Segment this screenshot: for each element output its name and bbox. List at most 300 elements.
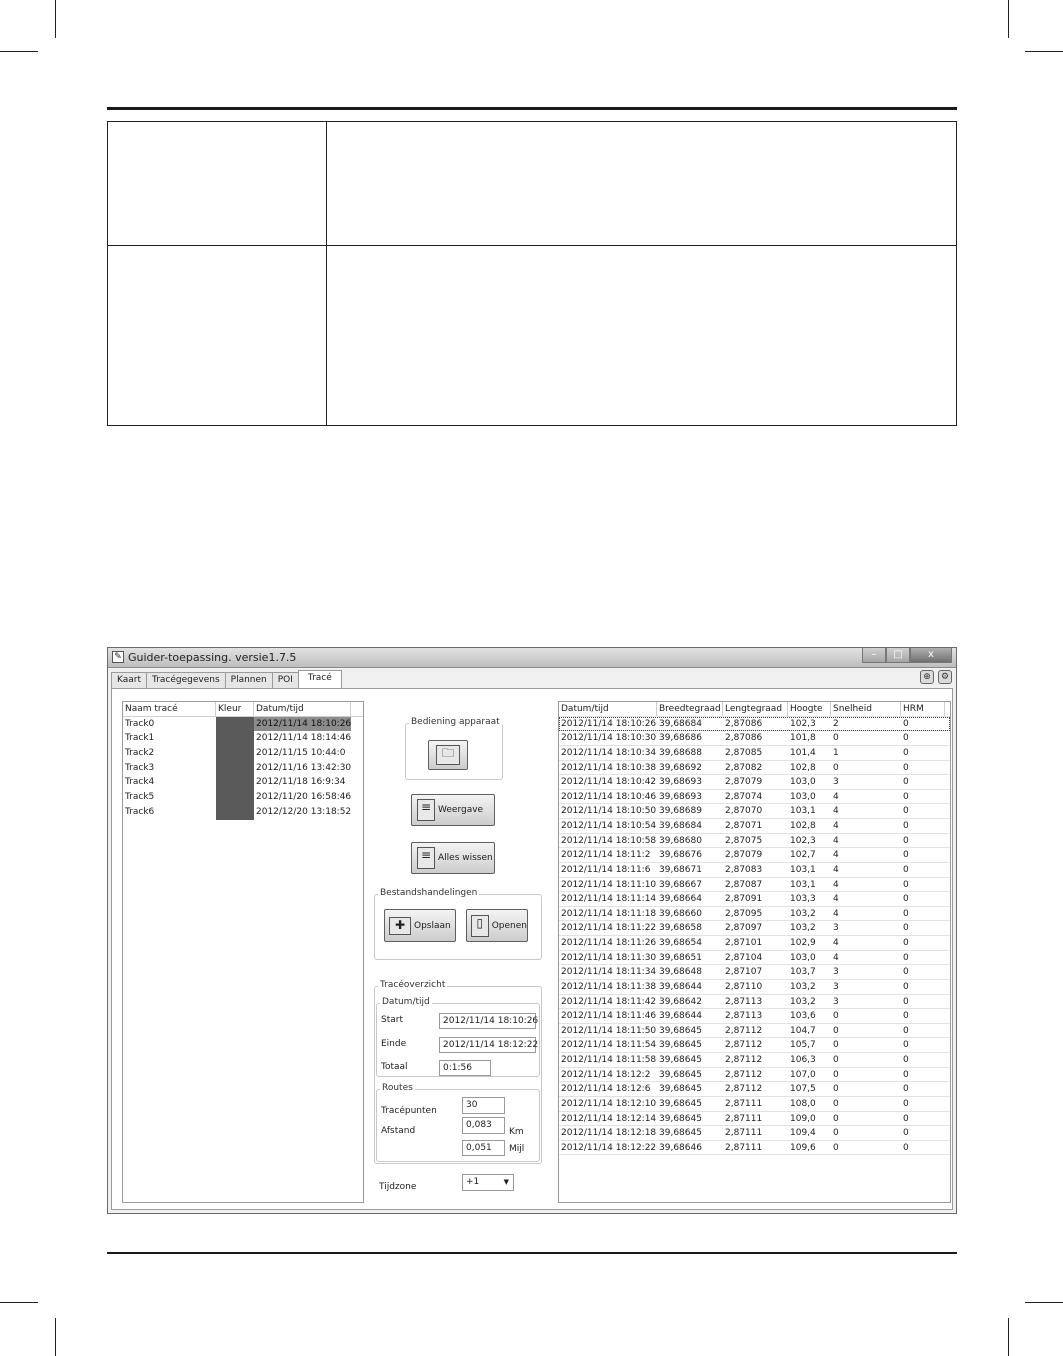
cell-speed: 4 <box>833 850 839 861</box>
track-list <box>122 701 364 1203</box>
clear-all-button-label: Alles wissen <box>438 853 493 863</box>
tab-trace[interactable]: Tracé <box>298 670 342 688</box>
cell-datetime: 2012/11/14 18:11:22 <box>561 923 657 934</box>
cell-latitude: 39,68667 <box>659 879 702 890</box>
display-button-label: Weergave <box>438 805 484 815</box>
table-row[interactable] <box>559 790 950 805</box>
cell-speed: 4 <box>833 791 839 802</box>
cell-datetime: 2012/11/14 18:10:42 <box>561 777 657 788</box>
cell-speed: 4 <box>833 938 839 948</box>
cell-altitude: 103,3 <box>790 894 816 905</box>
crop-mark <box>1008 0 1009 38</box>
cell-latitude: 39,68686 <box>659 733 702 744</box>
cell-hrm: 0 <box>903 938 909 948</box>
mi-unit: Mijl <box>509 1144 525 1154</box>
table-row[interactable] <box>559 1082 950 1097</box>
cell-longitude: 2,87085 <box>725 747 763 758</box>
cell-altitude: 103,2 <box>790 908 816 919</box>
cell-hrm: 0 <box>903 1098 909 1109</box>
cell-longitude: 2,87101 <box>725 938 763 948</box>
cell-hrm: 0 <box>903 850 909 861</box>
start-label: Start <box>381 1015 403 1025</box>
globe-icon[interactable]: ⊕ <box>920 670 934 684</box>
cell-longitude: 2,87112 <box>725 1069 763 1080</box>
cell-longitude: 2,87086 <box>725 718 763 729</box>
cell-hrm: 0 <box>903 1040 909 1051</box>
cell-datetime: 2012/11/14 18:10:50 <box>561 806 657 817</box>
cell-altitude: 105,7 <box>790 1040 816 1051</box>
table-row[interactable] <box>559 804 950 819</box>
cell-datetime: 2012/11/14 18:10:54 <box>561 821 657 831</box>
cell-altitude: 109,0 <box>790 1113 816 1124</box>
cell-latitude: 39,68645 <box>659 1084 702 1095</box>
table-row[interactable] <box>559 1068 950 1083</box>
device-control-label: Bediening apparaat <box>411 717 500 727</box>
cell-longitude: 2,87112 <box>725 1084 763 1095</box>
cell-longitude: 2,87079 <box>725 850 763 861</box>
cell-longitude: 2,87112 <box>725 1055 763 1065</box>
table-row[interactable] <box>559 1097 950 1112</box>
cell-hrm: 0 <box>903 894 909 905</box>
cell-longitude: 2,87113 <box>725 1011 763 1022</box>
cell-datetime: 2012/11/14 18:10:34 <box>561 747 657 758</box>
open-button[interactable] <box>466 909 528 942</box>
table-row[interactable] <box>559 878 950 893</box>
cell-longitude: 2,87104 <box>725 952 763 963</box>
settings-icon[interactable]: ⚙ <box>938 670 952 684</box>
window-title: Guider-toepassing. versie1.7.5 <box>128 651 297 664</box>
cell-hrm: 0 <box>903 835 909 846</box>
end-label: Einde <box>381 1039 407 1049</box>
cell-speed: 0 <box>833 1040 839 1051</box>
cell-altitude: 109,6 <box>790 1142 816 1153</box>
track-name: Track1 <box>125 733 155 744</box>
header-rule <box>107 107 957 110</box>
cell-longitude: 2,87097 <box>725 923 763 934</box>
table-row[interactable] <box>123 746 363 761</box>
cell-longitude: 2,87070 <box>725 806 763 817</box>
cell-hrm: 0 <box>903 762 909 773</box>
cell-hrm: 0 <box>903 777 909 788</box>
cell-latitude: 39,68692 <box>659 762 702 773</box>
track-datetime: 2012/11/15 10:44:0 <box>256 748 346 759</box>
cell-datetime: 2012/11/14 18:12:22 <box>561 1142 657 1153</box>
table-row[interactable] <box>559 1053 950 1068</box>
cell-altitude: 107,5 <box>790 1084 816 1095</box>
cell-longitude: 2,87111 <box>725 1128 763 1139</box>
cell-longitude: 2,87110 <box>725 981 763 992</box>
cell-datetime: 2012/11/14 18:11:38 <box>561 981 657 992</box>
track-datetime: 2012/11/20 16:58:46 <box>256 792 351 803</box>
tab-kaart[interactable]: Kaart <box>111 672 147 688</box>
cell-hrm: 0 <box>903 967 909 978</box>
cell-datetime: 2012/11/14 18:11:42 <box>561 996 657 1007</box>
footer-rule <box>107 1252 957 1254</box>
cell-latitude: 39,68693 <box>659 791 702 802</box>
cell-datetime: 2012/11/14 18:12:10 <box>561 1098 657 1109</box>
cell-altitude: 101,4 <box>790 747 816 758</box>
table-row[interactable] <box>123 717 363 732</box>
cell-speed: 0 <box>833 1055 839 1065</box>
datetime-label: Datum/tijd <box>382 997 430 1007</box>
track-color-swatch <box>216 717 254 732</box>
overview-label: Tracéoverzicht <box>380 980 446 990</box>
cell-datetime: 2012/11/14 18:10:58 <box>561 835 657 846</box>
cell-hrm: 0 <box>903 1142 909 1153</box>
doc-table <box>107 121 957 426</box>
track-datetime: 2012/11/18 16:9:34 <box>256 777 346 788</box>
column-header-altitude[interactable]: Hoogte <box>788 702 831 716</box>
cell-latitude: 39,68646 <box>659 1142 702 1153</box>
cell-longitude: 2,87113 <box>725 996 763 1007</box>
table-row[interactable] <box>559 907 950 922</box>
cell-datetime: 2012/11/14 18:11:50 <box>561 1025 657 1036</box>
cell-altitude: 102,8 <box>790 821 816 831</box>
column-header-longitude[interactable]: Lengtegraad <box>723 702 788 716</box>
cell-datetime: 2012/11/14 18:11:18 <box>561 908 657 919</box>
cell-latitude: 39,68688 <box>659 747 702 758</box>
cell-latitude: 39,68658 <box>659 923 702 934</box>
clear-all-button[interactable] <box>411 842 495 874</box>
column-header-speed[interactable]: Snelheid <box>831 702 901 716</box>
cell-datetime: 2012/11/14 18:11:46 <box>561 1011 657 1022</box>
cell-speed: 4 <box>833 879 839 890</box>
cell-longitude: 2,87095 <box>725 908 763 919</box>
cell-latitude: 39,68684 <box>659 821 702 831</box>
cell-longitude: 2,87083 <box>725 864 763 875</box>
cell-altitude: 103,1 <box>790 864 816 875</box>
total-label: Totaal <box>381 1062 408 1072</box>
column-header-datetime[interactable]: Datum/tijd <box>559 702 657 716</box>
cell-longitude: 2,87112 <box>725 1040 763 1051</box>
cell-speed: 4 <box>833 908 839 919</box>
cell-altitude: 101,8 <box>790 733 816 744</box>
table-row[interactable] <box>559 921 950 936</box>
cell-speed: 0 <box>833 1084 839 1095</box>
cell-altitude: 102,9 <box>790 938 816 948</box>
table-row[interactable] <box>559 819 950 834</box>
cell-altitude: 102,7 <box>790 850 816 861</box>
table-row[interactable] <box>559 1024 950 1039</box>
cell-latitude: 39,68644 <box>659 1011 702 1022</box>
minimize-button[interactable]: – <box>862 648 886 663</box>
cell-speed: 2 <box>833 718 839 729</box>
crop-mark <box>55 0 56 38</box>
cell-datetime: 2012/11/14 18:11:2 <box>561 850 651 861</box>
device-folder-button[interactable] <box>428 740 468 770</box>
total-field[interactable]: 0:1:56 <box>439 1060 491 1076</box>
app-window <box>107 647 957 1214</box>
cell-longitude: 2,87111 <box>725 1142 763 1153</box>
doc-table-divider <box>326 122 327 425</box>
table-row[interactable] <box>123 790 363 805</box>
cell-speed: 0 <box>833 1113 839 1124</box>
cell-altitude: 103,7 <box>790 967 816 978</box>
cell-hrm: 0 <box>903 821 909 831</box>
table-row[interactable] <box>559 1141 950 1156</box>
cell-latitude: 39,68645 <box>659 1055 702 1065</box>
cell-speed: 4 <box>833 952 839 963</box>
track-name: Track3 <box>125 762 155 773</box>
track-color-swatch <box>216 761 254 776</box>
cell-hrm: 0 <box>903 1128 909 1139</box>
cell-longitude: 2,87091 <box>725 894 763 905</box>
table-row[interactable] <box>559 892 950 907</box>
tab-plannen[interactable]: Plannen <box>225 672 273 688</box>
tab-bar <box>111 671 341 688</box>
cell-hrm: 0 <box>903 1069 909 1080</box>
cell-hrm: 0 <box>903 733 909 744</box>
cell-latitude: 39,68693 <box>659 777 702 788</box>
cell-altitude: 103,2 <box>790 981 816 992</box>
cell-latitude: 39,68654 <box>659 938 702 948</box>
cell-datetime: 2012/11/14 18:11:26 <box>561 938 657 948</box>
start-field[interactable]: 2012/11/14 18:10:26 <box>439 1013 536 1029</box>
column-header-name[interactable]: Naam tracé <box>123 702 216 716</box>
table-row[interactable] <box>559 936 950 951</box>
cell-datetime: 2012/11/14 18:10:30 <box>561 733 657 744</box>
cell-hrm: 0 <box>903 806 909 817</box>
track-list-header <box>123 702 363 717</box>
cell-datetime: 2012/11/14 18:11:6 <box>561 864 651 875</box>
table-row[interactable] <box>559 731 950 746</box>
cell-speed: 4 <box>833 821 839 831</box>
cell-speed: 3 <box>833 777 839 788</box>
cell-altitude: 106,3 <box>790 1055 816 1065</box>
tab-content <box>111 688 953 1210</box>
cell-speed: 0 <box>833 1098 839 1109</box>
cell-altitude: 102,3 <box>790 835 816 846</box>
cell-latitude: 39,68644 <box>659 981 702 992</box>
table-row[interactable] <box>559 717 950 732</box>
cell-altitude: 109,4 <box>790 1128 816 1139</box>
cell-hrm: 0 <box>903 1113 909 1124</box>
table-row[interactable] <box>123 731 363 746</box>
cell-datetime: 2012/11/14 18:12:6 <box>561 1084 651 1095</box>
cell-longitude: 2,87111 <box>725 1113 763 1124</box>
document-icon: ≡ <box>417 799 435 821</box>
table-row[interactable] <box>123 761 363 776</box>
cell-hrm: 0 <box>903 981 909 992</box>
cell-longitude: 2,87075 <box>725 835 763 846</box>
cell-hrm: 0 <box>903 791 909 802</box>
tab-poi[interactable]: POI <box>272 672 299 688</box>
cell-altitude: 103,6 <box>790 1011 816 1022</box>
track-color-swatch <box>216 731 254 746</box>
cell-hrm: 0 <box>903 864 909 875</box>
track-name: Track6 <box>125 806 155 817</box>
display-button[interactable] <box>411 794 495 826</box>
table-row[interactable] <box>123 775 363 790</box>
file-ops-label: Bestandshandelingen <box>380 888 478 898</box>
title-bar[interactable] <box>108 648 956 668</box>
crop-mark <box>1025 51 1063 52</box>
cell-speed: 0 <box>833 1142 839 1153</box>
cell-hrm: 0 <box>903 1025 909 1036</box>
table-row[interactable] <box>123 805 363 820</box>
track-color-swatch <box>216 805 254 820</box>
cell-speed: 1 <box>833 747 839 758</box>
cell-latitude: 39,68676 <box>659 850 702 861</box>
cell-speed: 4 <box>833 864 839 875</box>
distance-label: Afstand <box>381 1126 416 1136</box>
track-name: Track0 <box>125 718 155 729</box>
table-row[interactable] <box>559 746 950 761</box>
table-row[interactable] <box>559 1126 950 1141</box>
distance-km-field[interactable]: 0,083 <box>462 1117 505 1134</box>
timezone-select[interactable] <box>462 1174 514 1191</box>
cell-speed: 3 <box>833 967 839 978</box>
save-button-label: Opslaan <box>414 920 451 931</box>
cell-longitude: 2,87074 <box>725 791 763 802</box>
cell-hrm: 0 <box>903 952 909 963</box>
cell-altitude: 103,1 <box>790 806 816 817</box>
column-header-color[interactable]: Kleur <box>216 702 254 716</box>
cell-hrm: 0 <box>903 1084 909 1095</box>
table-row[interactable] <box>559 980 950 995</box>
cell-latitude: 39,68645 <box>659 1069 702 1080</box>
close-button[interactable]: x <box>910 648 952 663</box>
cell-longitude: 2,87082 <box>725 762 763 773</box>
table-row[interactable] <box>559 863 950 878</box>
cell-datetime: 2012/11/14 18:11:30 <box>561 952 657 963</box>
column-header-latitude[interactable]: Breedtegraad <box>657 702 723 716</box>
cell-datetime: 2012/11/14 18:11:14 <box>561 894 657 905</box>
cell-hrm: 0 <box>903 923 909 934</box>
column-header-datetime[interactable]: Datum/tijd <box>254 702 351 716</box>
cell-altitude: 103,0 <box>790 952 816 963</box>
cell-longitude: 2,87107 <box>725 967 763 978</box>
cell-altitude: 103,0 <box>790 791 816 802</box>
cell-altitude: 108,0 <box>790 1098 816 1109</box>
cell-longitude: 2,87086 <box>725 733 763 744</box>
table-row[interactable] <box>559 1038 950 1053</box>
cell-latitude: 39,68651 <box>659 952 702 963</box>
timezone-value: +1 <box>466 1177 480 1187</box>
table-row[interactable] <box>559 848 950 863</box>
cell-hrm: 0 <box>903 1055 909 1065</box>
track-datetime: 2012/11/16 13:42:30 <box>256 762 351 773</box>
cell-hrm: 0 <box>903 879 909 890</box>
cell-longitude: 2,87111 <box>725 1098 763 1109</box>
cell-latitude: 39,68660 <box>659 908 702 919</box>
cell-latitude: 39,68642 <box>659 996 702 1007</box>
cell-datetime: 2012/11/14 18:12:2 <box>561 1069 651 1080</box>
track-name: Track5 <box>125 792 155 803</box>
cell-altitude: 107,0 <box>790 1069 816 1080</box>
tab-tracegegevens[interactable]: Tracégegevens <box>146 672 226 688</box>
table-row[interactable] <box>559 775 950 790</box>
cell-hrm: 0 <box>903 1011 909 1022</box>
crop-mark <box>1025 1302 1063 1303</box>
table-row[interactable] <box>559 1009 950 1024</box>
cell-longitude: 2,87112 <box>725 1025 763 1036</box>
cell-datetime: 2012/11/14 18:11:10 <box>561 879 657 890</box>
cell-longitude: 2,87087 <box>725 879 763 890</box>
table-row[interactable] <box>559 761 950 776</box>
track-color-swatch <box>216 790 254 805</box>
points-grid-header <box>559 702 950 717</box>
routes-label: Routes <box>382 1083 413 1093</box>
cell-datetime: 2012/11/14 18:10:46 <box>561 791 657 802</box>
cell-speed: 3 <box>833 981 839 992</box>
cell-latitude: 39,68671 <box>659 864 702 875</box>
cell-speed: 0 <box>833 733 839 744</box>
cell-datetime: 2012/11/14 18:11:54 <box>561 1040 657 1051</box>
cell-datetime: 2012/11/14 18:12:18 <box>561 1128 657 1139</box>
cell-speed: 0 <box>833 1025 839 1036</box>
cell-speed: 0 <box>833 1011 839 1022</box>
trace-points-field[interactable]: 30 <box>462 1097 505 1114</box>
table-row[interactable] <box>559 834 950 849</box>
cell-speed: 0 <box>833 1128 839 1139</box>
cell-altitude: 103,1 <box>790 879 816 890</box>
cell-longitude: 2,87079 <box>725 777 763 788</box>
track-color-swatch <box>216 775 254 790</box>
cell-latitude: 39,68645 <box>659 1025 702 1036</box>
points-grid <box>558 701 951 1203</box>
crop-mark <box>0 51 38 52</box>
cell-longitude: 2,87071 <box>725 821 763 831</box>
cell-latitude: 39,68645 <box>659 1040 702 1051</box>
crop-mark <box>55 1318 56 1356</box>
save-button[interactable] <box>384 909 456 942</box>
end-field[interactable]: 2012/11/14 18:12:22 <box>439 1037 536 1053</box>
doc-table-divider <box>108 245 956 246</box>
cell-latitude: 39,68648 <box>659 967 702 978</box>
track-datetime: 2012/12/20 13:18:52 <box>256 806 351 817</box>
cell-latitude: 39,68689 <box>659 806 702 817</box>
cell-latitude: 39,68684 <box>659 718 702 729</box>
folder-icon: 🗀 <box>436 745 460 765</box>
app-icon: ✎ <box>112 651 124 663</box>
crop-mark <box>0 1302 38 1303</box>
track-datetime: 2012/11/14 18:14:46 <box>256 733 351 744</box>
cell-altitude: 102,8 <box>790 762 816 773</box>
cell-speed: 3 <box>833 996 839 1007</box>
cell-hrm: 0 <box>903 747 909 758</box>
cell-latitude: 39,68680 <box>659 835 702 846</box>
cell-latitude: 39,68645 <box>659 1098 702 1109</box>
maximize-button[interactable]: □ <box>886 648 910 663</box>
save-icon: ✚ <box>389 917 411 935</box>
table-row[interactable] <box>559 1112 950 1127</box>
track-color-swatch <box>216 746 254 761</box>
cell-altitude: 104,7 <box>790 1025 816 1036</box>
trace-points-label: Tracépunten <box>381 1106 437 1116</box>
cell-hrm: 0 <box>903 996 909 1007</box>
track-name: Track4 <box>125 777 155 788</box>
cell-speed: 3 <box>833 923 839 934</box>
table-row[interactable] <box>559 951 950 966</box>
cell-datetime: 2012/11/14 18:12:14 <box>561 1113 657 1124</box>
table-row[interactable] <box>559 965 950 980</box>
open-button-label: Openen <box>491 920 527 931</box>
table-row[interactable] <box>559 995 950 1010</box>
cell-datetime: 2012/11/14 18:11:34 <box>561 967 657 978</box>
cell-altitude: 102,3 <box>790 718 816 729</box>
cell-latitude: 39,68645 <box>659 1128 702 1139</box>
cell-latitude: 39,68645 <box>659 1113 702 1124</box>
timezone-label: Tijdzone <box>379 1182 417 1192</box>
cell-datetime: 2012/11/14 18:10:26 <box>561 718 657 729</box>
cell-hrm: 0 <box>903 908 909 919</box>
distance-mi-field[interactable]: 0,051 <box>462 1140 505 1156</box>
cell-hrm: 0 <box>903 718 909 729</box>
track-name: Track2 <box>125 748 155 759</box>
km-unit: Km <box>509 1127 524 1137</box>
column-header-hrm[interactable]: HRM <box>901 702 945 716</box>
